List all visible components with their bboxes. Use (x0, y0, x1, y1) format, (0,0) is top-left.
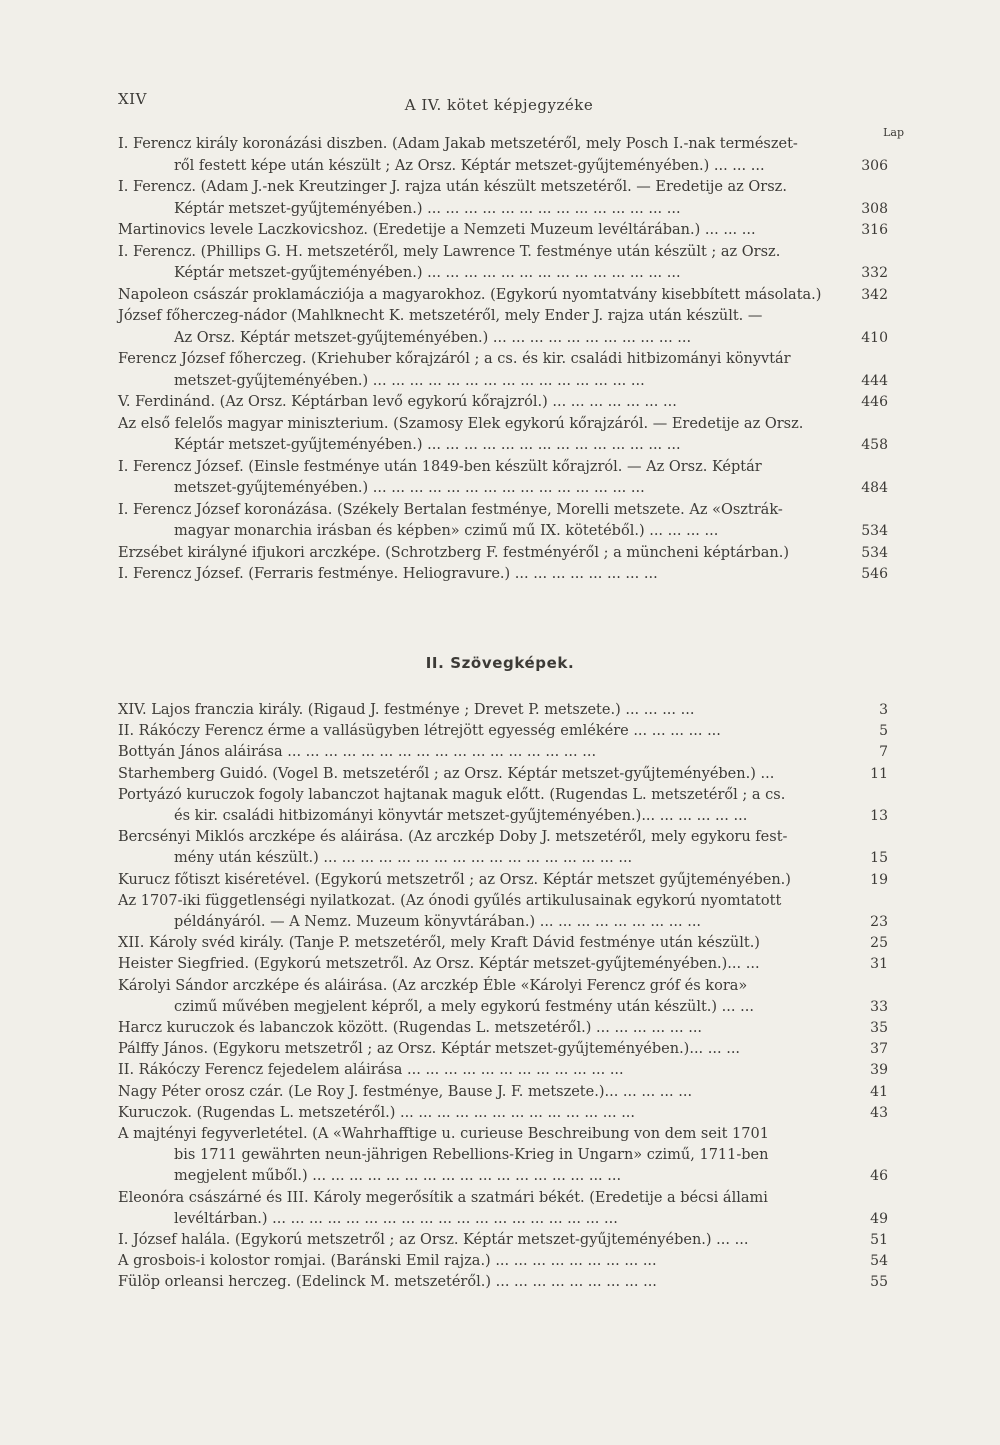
entry-text-line: XIV. Lajos franczia király. (Rigaud J. festménye ; Drevet P. metszete.) ... ... ... ... (118, 702, 695, 718)
entry-text-line: Starhemberg Guidó. (Vogel B. metszetéről ; az Orsz. Képtár metszet-gyűjteményében.) ... (118, 765, 775, 782)
entry-page-number: 534 (861, 523, 888, 539)
list-item (118, 177, 888, 220)
entry-page-number: 308 (861, 200, 888, 217)
entry-text-line: Nagy Péter orosz czár. (Le Roy J. festménye, Bause J. F. metszete.)... ... ... ... ... (118, 1083, 693, 1100)
list-item (118, 1124, 888, 1188)
entry-page-number: 446 (861, 394, 888, 410)
list-item (118, 954, 888, 975)
entry-page-number: 35 (870, 1020, 888, 1037)
entry-page-number: 49 (870, 1210, 888, 1227)
entry-page-number: 306 (861, 157, 888, 174)
entry-text-line: Bercsényi Miklós arczképe és aláirása. (Az arczkép Doby J. metszetéről, mely egykoru fest- (118, 829, 788, 846)
entry-text-line: metszet-gyűjteményében.) ... ... ... ... ... ... ... ... ... ... ... ... ... ... ... (174, 480, 645, 496)
list-item (118, 543, 888, 565)
entry-text-line: József főherczeg-nádor (Mahlknecht K. metszetéről, mely Ender J. rajza után készült. — (118, 308, 763, 324)
entry-text-line: magyar monarchia irásban és képben» czimű mű IX. kötetéből.) ... ... ... ... (174, 523, 719, 539)
entry-text-line: Kurucz főtiszt kiséretével. (Egykorú metszetről ; az Orsz. Képtár metszet gyűjteményében.) (118, 871, 791, 888)
entry-page-number: 332 (861, 265, 888, 281)
entry-page-number: 54 (870, 1253, 888, 1270)
list-item (118, 700, 888, 721)
running-title: A IV. kötet képjegyzéke (404, 96, 594, 114)
list-item (118, 742, 888, 763)
list-item (118, 827, 888, 869)
entry-text-line: I. Ferencz József. (Einsle festménye után 1849-ben készült kőrajzról. — Az Orsz. Képtár (118, 458, 762, 475)
list-item (118, 891, 888, 933)
entry-text-line: Harcz kuruczok és labanczok között. (Rugendas L. metszetéről.) ... ... ... ... ... ... (118, 1020, 703, 1037)
list-item (118, 564, 888, 586)
entry-text-line: Az első felelős magyar miniszterium. (Szamosy Elek egykorú kőrajzáról. — Eredetije az Orsz. (118, 415, 804, 432)
list-item (118, 764, 888, 785)
list-item (118, 1060, 888, 1081)
list-item (118, 500, 888, 543)
entry-page-number: 43 (870, 1104, 888, 1121)
section-title: II. Szövegképek. (425, 654, 575, 672)
entry-page-number: 13 (870, 808, 888, 825)
entry-page-number: 41 (870, 1083, 888, 1100)
entry-page-number: 23 (870, 914, 888, 931)
entry-text-line: Kuruczok. (Rugendas L. metszetéről.) ... ... ... ... ... ... ... ... ... ... ... ... ... (118, 1104, 636, 1121)
list-item (118, 134, 888, 177)
entry-text-line: ről festett képe után készült ; Az Orsz. Képtár metszet-gyűjteményében.) ... ... ... (174, 157, 765, 174)
entry-text-line: levéltárban.) ... ... ... ... ... ... ... ... ... ... ... ... ... ... ... ... ... ... ... (174, 1210, 618, 1227)
list-item (118, 242, 888, 285)
entry-text-line: A grosbois-i kolostor romjai. (Baránski Emil rajza.) ... ... ... ... ... ... ... ... ... (118, 1253, 657, 1270)
entry-text-line: Az 1707-iki függetlenségi nyilatkozat. (Az ónodi gyűlés artikulusainak egykorú nyomtatott (118, 892, 782, 909)
entry-text-line: Eleonóra császárné és III. Károly megerősítik a szatmári békét. (Eredetije a bécsi állami (118, 1189, 768, 1206)
entry-text-line: Fülöp orleansi herczeg. (Edelinck M. metszetéről.) ... ... ... ... ... ... ... ... ... (118, 1274, 657, 1291)
entry-page-number: 33 (870, 998, 888, 1015)
entry-page-number: 51 (870, 1232, 888, 1249)
list-item (118, 414, 888, 457)
entry-text-line: Heister Siegfried. (Egykorú metszetről. Az Orsz. Képtár metszet-gyűjteményében.)... ... (118, 956, 760, 973)
page-header (118, 90, 904, 139)
entry-text-line: mény után készült.) ... ... ... ... ... ... ... ... ... ... ... ... ... ... ... ... ... (174, 850, 633, 867)
list-item (118, 1251, 888, 1272)
list-item (118, 1082, 888, 1103)
list-item (118, 1230, 888, 1251)
entry-page-number: 484 (861, 480, 888, 496)
entry-text-line: Károlyi Sándor arczképe és aláirása. (Az arczkép Éble «Károlyi Ferencz gróf és kora» (118, 977, 748, 994)
entry-page-number: 410 (861, 329, 888, 346)
entry-page-number: 11 (870, 765, 888, 782)
entry-page-number: 316 (861, 222, 888, 238)
entry-page-number: 546 (861, 566, 888, 582)
entry-page-number: 19 (870, 871, 888, 888)
entry-text-line: I. József halála. (Egykorú metszetről ; az Orsz. Képtár metszet-gyűjteményében.) ... ... (118, 1232, 749, 1249)
text-images-list (118, 700, 888, 1294)
entry-page-number: 46 (870, 1168, 888, 1185)
list-item (118, 306, 888, 349)
list-item (118, 1188, 888, 1230)
entry-text-line: Napoleon császár proklamácziója a magyarokhoz. (Egykorú nyomtatvány kisebbített másolata.) (118, 286, 822, 303)
entry-text-line: és kir. családi hitbizományi könyvtár metszet-gyűjteményében.)... ... ... ... ... ... (174, 808, 748, 825)
entry-text-line: Portyázó kuruczok fogoly labanczot hajtanak maguk előtt. (Rugendas L. metszetéről ; a cs. (118, 786, 786, 803)
entry-page-number: 55 (870, 1274, 888, 1291)
entry-text-line: Ferencz József főherczeg. (Kriehuber kőrajzáról ; a cs. és kir. családi hitbizományi könyvtár (118, 351, 791, 367)
list-item (118, 285, 888, 307)
entry-text-line: czimű művében megjelent képről, a mely egykorú festmény után készült.) ... ... (174, 998, 754, 1015)
entry-text-line: Bottyán János aláirása ... ... ... ... ... ... ... ... ... ... ... ... ... ... ... ... ... (118, 744, 597, 761)
entry-text-line: metszet-gyűjteményében.) ... ... ... ... ... ... ... ... ... ... ... ... ... ... ... (174, 372, 645, 389)
entry-text-line: I. Ferencz József. (Ferraris festménye. Heliogravure.) ... ... ... ... ... ... ... ... (118, 566, 658, 582)
entry-page-number: 39 (870, 1062, 888, 1079)
entry-text-line: II. Rákóczy Ferencz érme a vallásügyben létrejött egyesség emlékére ... ... ... ... ... (118, 723, 721, 740)
page-number: XIV (118, 90, 147, 108)
page-column-label: Lap (883, 126, 904, 139)
entry-page-number: 3 (879, 702, 888, 718)
entry-text-line: Martinovics levele Laczkovicshoz. (Eredetije a Nemzeti Muzeum levéltárában.) ... ... ... (118, 222, 756, 238)
list-item (118, 1039, 888, 1060)
list-item (118, 1272, 888, 1293)
entry-text-line: Képtár metszet-gyűjteményében.) ... ... ... ... ... ... ... ... ... ... ... ... ... ... (174, 200, 681, 217)
entry-text-line: I. Ferencz király koronázási diszben. (Adam Jakab metszetéről, mely Posch I.-nak természet- (118, 136, 798, 152)
entry-text-line: Képtár metszet-gyűjteményében.) ... ... ... ... ... ... ... ... ... ... ... ... ... ... (174, 437, 681, 453)
entry-text-line: XII. Károly svéd király. (Tanje P. metszetéről, mely Kraft Dávid festménye után készült.) (118, 935, 760, 952)
list-item (118, 721, 888, 742)
entry-page-number: 31 (870, 956, 888, 973)
list-item (118, 220, 888, 242)
entry-page-number: 458 (861, 437, 888, 453)
entry-page-number: 15 (870, 850, 888, 867)
entry-text-line: Erzsébet királyné ifjukori arczképe. (Schrotzberg F. festményéről ; a müncheni képtárban.) (118, 544, 789, 561)
list-item (118, 457, 888, 500)
entry-page-number: 7 (879, 744, 888, 761)
list-item (118, 785, 888, 827)
entry-page-number: 5 (879, 723, 888, 740)
list-item (118, 976, 888, 1018)
entry-text-line: Pálffy János. (Egykoru metszetről ; az Orsz. Képtár metszet-gyűjteményében.)... ... ... (118, 1041, 741, 1058)
entry-page-number: 342 (861, 286, 888, 303)
entry-text-line: bis 1711 gewährten neun-jährigen Rebellions-Krieg in Ungarn» czimű, 1711-ben (174, 1147, 769, 1164)
entry-page-number: 534 (861, 544, 888, 561)
entry-text-line: V. Ferdinánd. (Az Orsz. Képtárban levő egykorú kőrajzról.) ... ... ... ... ... ... ... (118, 394, 677, 410)
entry-page-number: 25 (870, 935, 888, 952)
list-item (118, 349, 888, 392)
entry-text-line: II. Rákóczy Ferencz fejedelem aláirása ... ... ... ... ... ... ... ... ... ... ... ... (118, 1062, 624, 1079)
list-item (118, 392, 888, 414)
list-item (118, 1018, 888, 1039)
list-item (118, 870, 888, 891)
entry-text-line: I. Ferencz. (Phillips G. H. metszetéről, mely Lawrence T. festménye után készült ; az Orsz. (118, 243, 781, 260)
entry-text-line: példányáról. — A Nemz. Muzeum könyvtárában.) ... ... ... ... ... ... ... ... ... (174, 914, 702, 931)
entry-text-line: I. Ferencz. (Adam J.-nek Kreutzinger J. rajza után készült metszetéről. — Eredetije az Orsz. (118, 179, 787, 195)
entry-text-line: megjelent műből.) ... ... ... ... ... ... ... ... ... ... ... ... ... ... ... ... ... (174, 1168, 622, 1185)
entry-page-number: 444 (861, 372, 888, 389)
list-item (118, 1103, 888, 1124)
entry-text-line: Az Orsz. Képtár metszet-gyűjteményében.) ... ... ... ... ... ... ... ... ... ... ... (174, 329, 692, 346)
list-item (118, 933, 888, 954)
entry-text-line: A majtényi fegyverletétel. (A «Wahrhafftige u. curieuse Beschreibung von dem seit 1701 (118, 1126, 769, 1143)
entry-page-number: 37 (870, 1041, 888, 1058)
plates-list (118, 134, 888, 586)
entry-text-line: I. Ferencz József koronázása. (Székely Bertalan festménye, Morelli metszete. Az «Osztrák- (118, 501, 783, 518)
entry-text-line: Képtár metszet-gyűjteményében.) ... ... ... ... ... ... ... ... ... ... ... ... ... ... (174, 265, 681, 281)
